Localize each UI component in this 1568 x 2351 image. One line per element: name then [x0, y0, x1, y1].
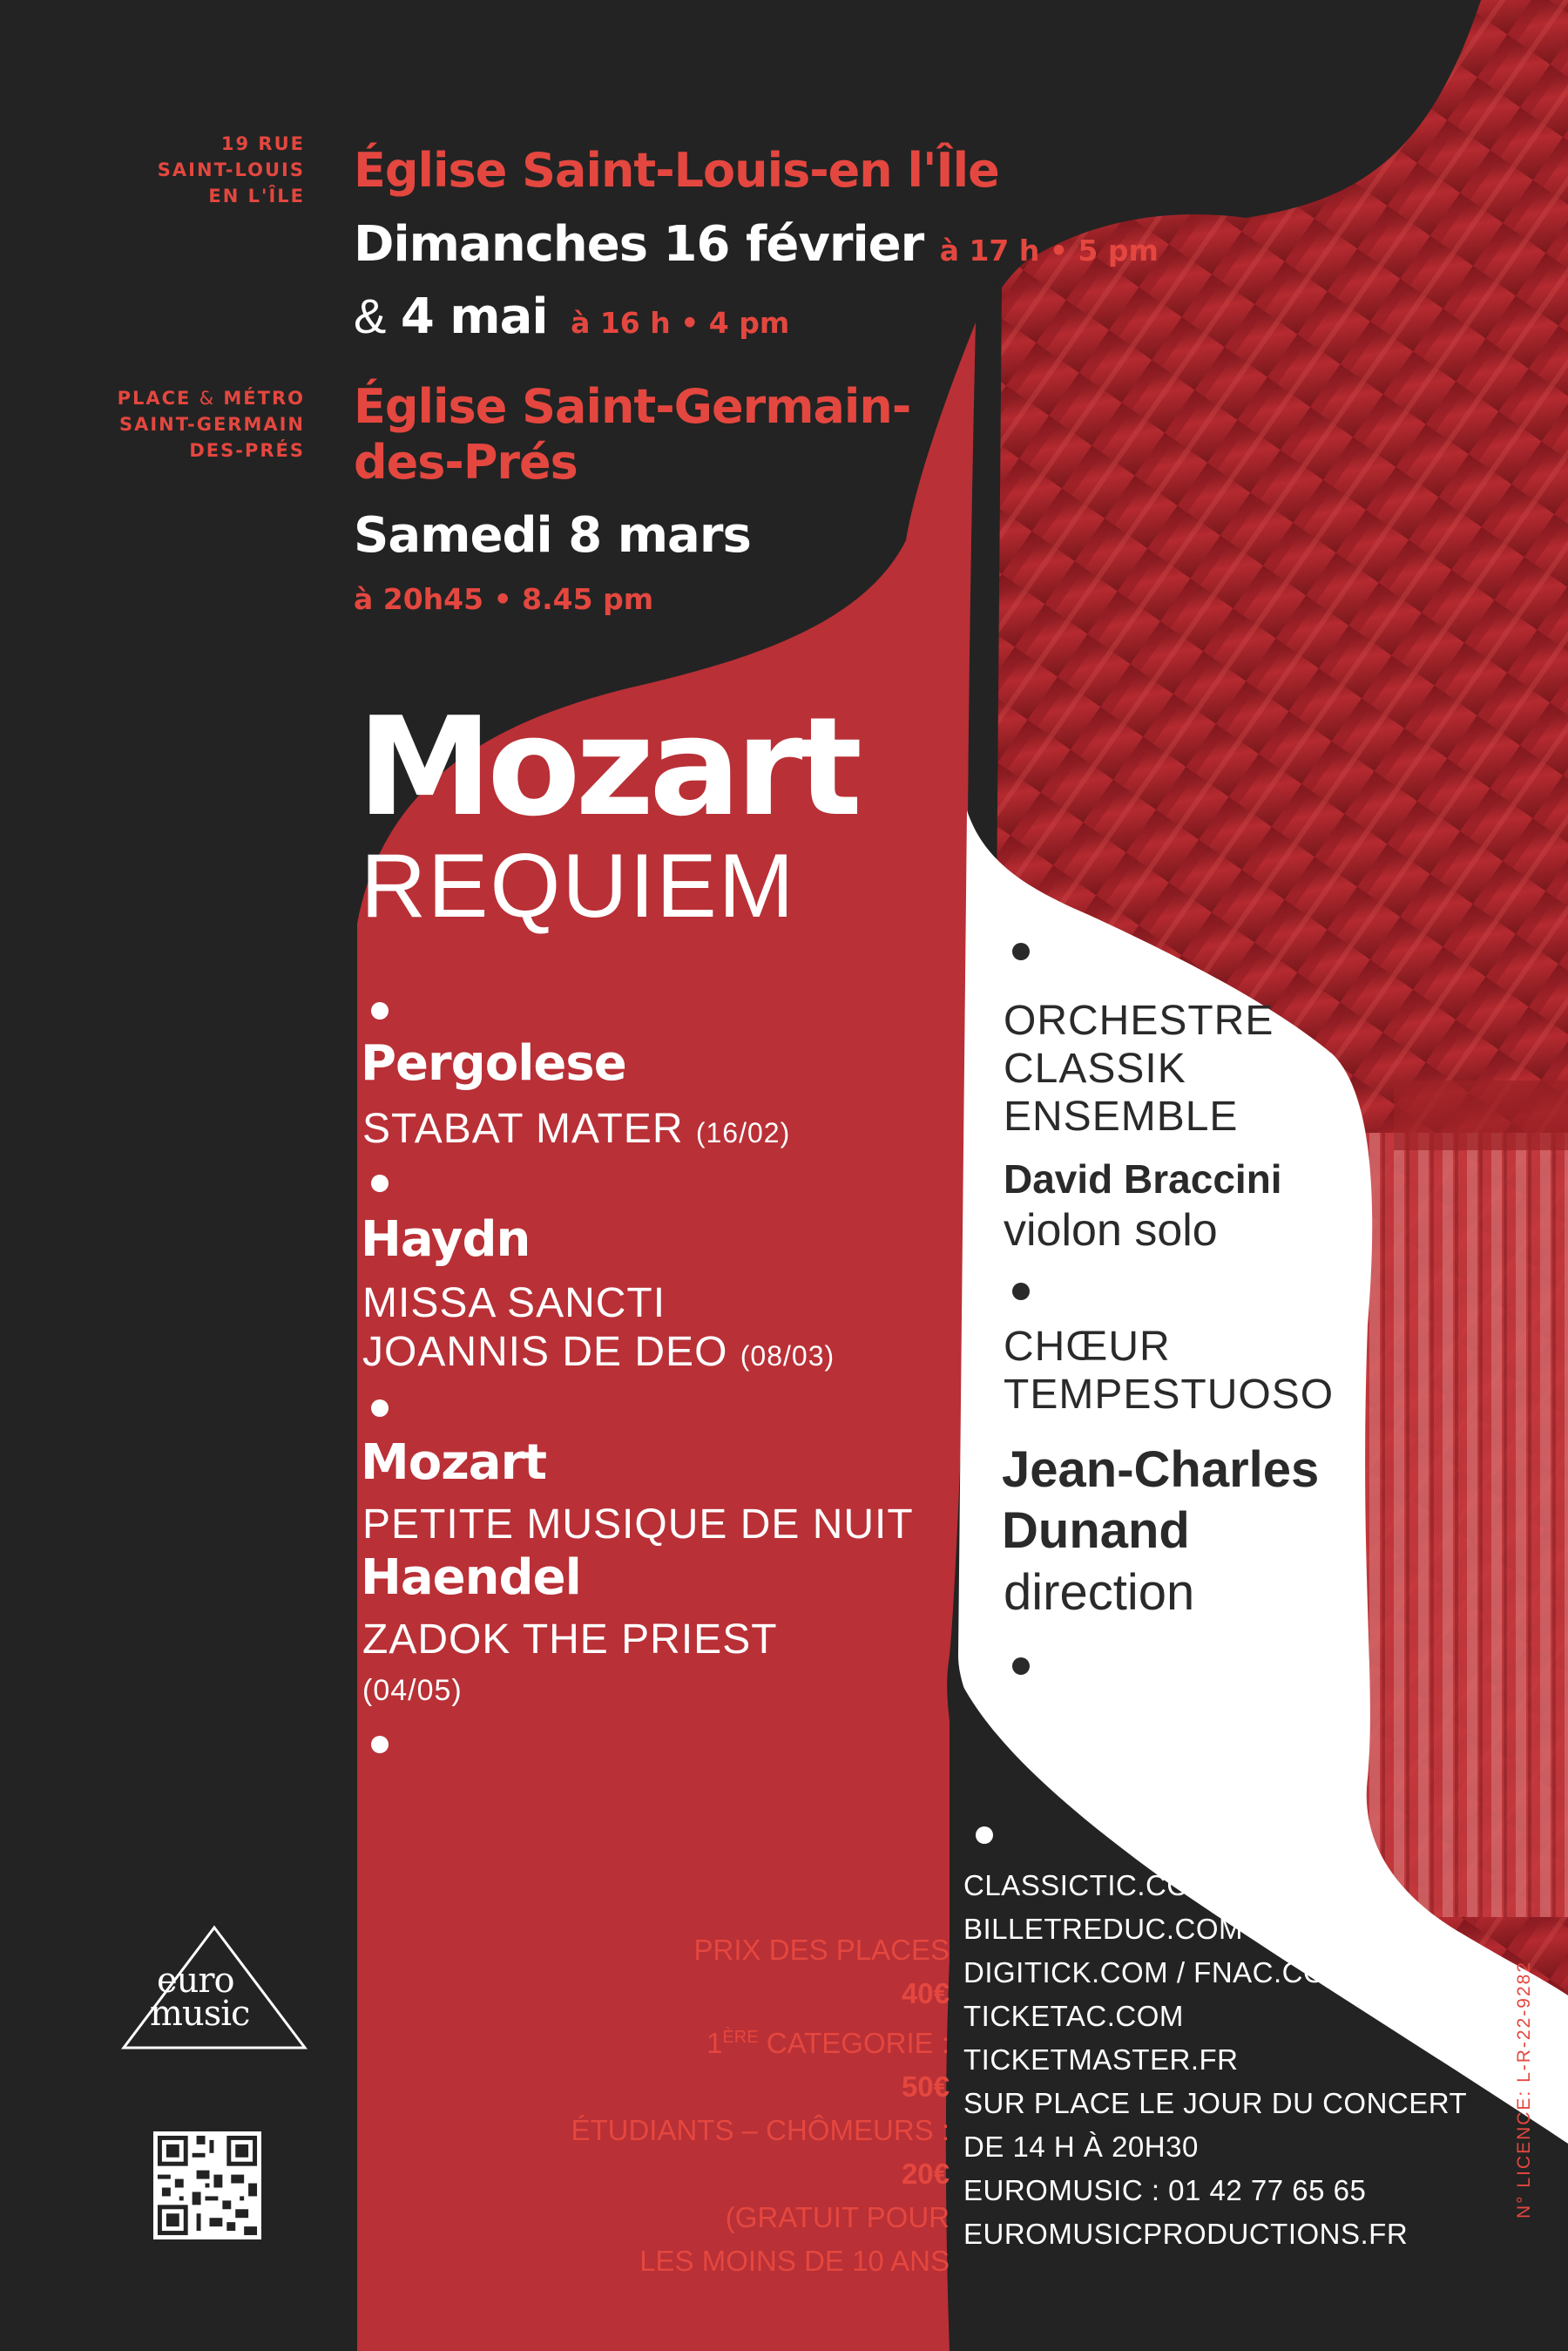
price-category-label — [566, 2016, 950, 2065]
outlet-on-site: SUR PLACE LE JOUR DU CONCERT — [963, 2087, 1468, 2119]
outlet-digitick-fnac[interactable]: DIGITICK.COM / FNAC.COM — [963, 1956, 1351, 1989]
outlet-billetreduc[interactable]: BILLETREDUC.COM — [963, 1913, 1244, 1945]
outlet-euromusic-site[interactable]: EUROMUSICPRODUCTIONS.FR — [963, 2218, 1409, 2250]
price-label: PRIX DES PLACES — [693, 1934, 950, 1966]
time-saturday: à 20h45 • 8.45 pm — [354, 582, 654, 616]
bullet-dot-icon — [1012, 1283, 1030, 1300]
prices-block — [566, 1928, 950, 2283]
title-requiem: REQUIEM — [361, 836, 796, 937]
price-20 — [566, 2152, 950, 2196]
price-20-value: 20€ — [901, 2158, 950, 2190]
outlet-ticketmaster[interactable]: TICKETMASTER.FR — [963, 2043, 1239, 2076]
work-date-0405: (04/05) — [362, 1674, 463, 1707]
bullet-dot-icon — [371, 1736, 389, 1753]
choir-line1: CHŒUR — [1004, 1324, 1171, 1370]
cat-label-sup: ÈRE — [722, 2028, 759, 2047]
cat-label-pre: 1 — [706, 2027, 723, 2059]
address-saint-germain — [52, 385, 305, 464]
price-50 — [566, 2065, 950, 2109]
time-sundays: à 17 h • 5 pm — [939, 234, 1159, 268]
outlet-euromusic-phone[interactable]: EUROMUSIC : 01 42 77 65 65 — [963, 2174, 1367, 2206]
date-saturday: Samedi 8 mars — [354, 507, 751, 564]
outlet-on-site-hours: DE 14 H À 20H30 — [963, 2131, 1199, 2163]
work-date-1602: (16/02) — [695, 1117, 791, 1148]
work-missa-line2-title: JOANNIS DE DEO — [362, 1329, 728, 1375]
organ-pipes-region — [1359, 1133, 1568, 1917]
venue-saint-louis: Église Saint-Louis-en l'Île — [354, 143, 999, 198]
bullet-dot-icon — [1012, 943, 1030, 960]
date-may: 4 mai — [400, 288, 548, 345]
address-amp: & — [199, 388, 216, 409]
qr-code-icon[interactable] — [153, 2131, 261, 2239]
composer-haydn: Haydn — [361, 1211, 531, 1268]
bullet-dot-icon — [371, 1002, 389, 1020]
orchestra-line3: ENSEMBLE — [1004, 1094, 1239, 1140]
composer-haendel: Haendel — [361, 1549, 581, 1606]
outlet-classictic[interactable]: CLASSICTIC.COM — [963, 1869, 1214, 1901]
address-place: PLACE — [117, 388, 192, 409]
work-stabat-mater — [362, 1105, 790, 1157]
orchestra-line1: ORCHESTRE — [1004, 998, 1274, 1044]
work-date-0803: (08/03) — [740, 1340, 835, 1372]
price-40-value: 40€ — [901, 1977, 950, 2009]
ticket-outlets-list — [963, 1864, 1467, 2256]
logo-text-music: music — [150, 1994, 250, 2034]
title-mozart: Mozart — [357, 688, 857, 846]
price-free-line1: (GRATUIT POUR — [725, 2201, 950, 2233]
logo-text-euro: euro — [157, 1961, 234, 2001]
address-saint-louis: 19 RUE SAINT-LOUIS EN L'ÎLE — [157, 133, 305, 207]
bullet-dot-icon — [371, 1399, 389, 1417]
outlet-ticketac[interactable]: TICKETAC.COM — [963, 2000, 1184, 2032]
composer-mozart: Mozart — [361, 1434, 546, 1491]
price-free-line2: LES MOINS DE 10 ANS — [639, 2245, 950, 2277]
ampersand: & — [354, 288, 387, 343]
venue-saint-germain-line2: des-Prés — [354, 435, 578, 490]
work-zadok: ZADOK THE PRIEST — [362, 1616, 778, 1663]
price-students-label: ÉTUDIANTS – CHÔMEURS : — [571, 2114, 950, 2146]
work-petite-musique: PETITE MUSIQUE DE NUIT — [362, 1501, 914, 1548]
work-missa-line1: MISSA SANCTI — [362, 1280, 666, 1326]
conductor-line2: Dunand — [1002, 1502, 1190, 1559]
date-line-2 — [354, 288, 789, 345]
address-metro: MÉTRO SAINT-GERMAIN DES-PRÉS — [118, 388, 305, 461]
price-40 — [566, 1972, 950, 2016]
cat-label-post: CATEGORIE : — [758, 2027, 950, 2059]
date-line-1 — [354, 216, 1159, 273]
composer-pergolese: Pergolese — [361, 1035, 626, 1092]
licence-number: N° LICENCE: L-R-22-9282 — [1514, 1961, 1534, 2219]
price-50-value: 50€ — [901, 2070, 950, 2103]
euromusic-triangle-logo — [120, 1924, 308, 2051]
soloist-name: David Braccini — [1004, 1156, 1282, 1202]
time-may: à 16 h • 4 pm — [571, 306, 790, 340]
bullet-dot-icon — [976, 1826, 993, 1844]
date-sundays: Dimanches 16 février — [354, 216, 924, 273]
work-stabat-mater-title: STABAT MATER — [362, 1106, 684, 1152]
work-missa-line2 — [362, 1328, 835, 1380]
bullet-dot-icon — [1012, 1657, 1030, 1675]
conductor-line1: Jean-Charles — [1002, 1441, 1320, 1498]
conductor-role: direction — [1004, 1564, 1195, 1621]
bullet-dot-icon — [371, 1175, 389, 1192]
orchestra-line2: CLASSIK — [1004, 1046, 1186, 1092]
venue-saint-germain-line1: Église Saint-Germain- — [354, 379, 911, 434]
soloist-role: violon solo — [1004, 1205, 1218, 1256]
choir-line2: TEMPESTUOSO — [1004, 1372, 1335, 1418]
